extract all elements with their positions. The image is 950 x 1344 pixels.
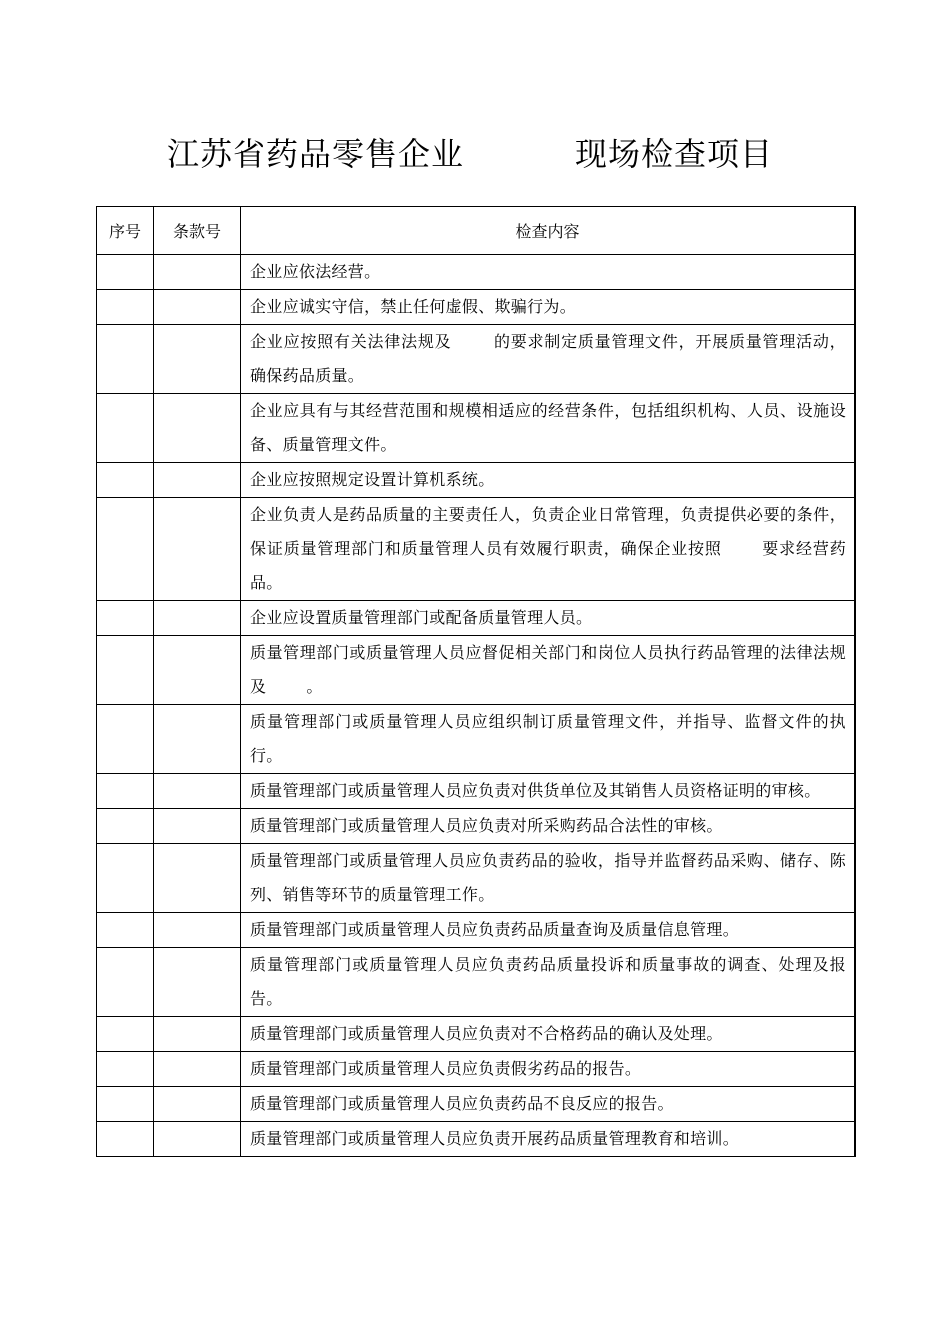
cell-clause (154, 1017, 241, 1052)
cell-seq (97, 1122, 154, 1157)
table-row (97, 1087, 856, 1122)
cell-clause (154, 290, 241, 325)
inspection-table (96, 206, 856, 1157)
cell-seq (97, 394, 154, 463)
cell-content: 质量管理部门或质量管理人员应组织制订质量管理文件，并指导、监督文件的执行。 (241, 705, 856, 774)
cell-content: 质量管理部门或质量管理人员应负责药品质量查询及质量信息管理。 (241, 913, 856, 948)
cell-clause (154, 601, 241, 636)
cell-seq (97, 1052, 154, 1087)
cell-clause (154, 394, 241, 463)
header-content: 检查内容 (241, 207, 856, 255)
cell-content-part-a: 质量管理部门或质量管理人员应督促相关部门和岗位人员执行药品管理的法律法规及 (250, 643, 846, 696)
cell-content-part-a: 企业应按照有关法律法规及 (250, 332, 452, 351)
cell-clause (154, 463, 241, 498)
table-row (97, 394, 856, 463)
title-part-2: 现场检查项目 (575, 135, 774, 173)
cell-content: 质量管理部门或质量管理人员应负责假劣药品的报告。 (241, 1052, 856, 1087)
cell-content: 质量管理部门或质量管理人员应负责药品质量投诉和质量事故的调查、处理及报告。 (241, 948, 856, 1017)
cell-content (241, 636, 856, 705)
cell-clause (154, 498, 241, 601)
cell-content: 企业应设置质量管理部门或配备质量管理人员。 (241, 601, 856, 636)
cell-seq (97, 705, 154, 774)
cell-seq (97, 948, 154, 1017)
cell-content (241, 325, 856, 394)
cell-seq (97, 774, 154, 809)
cell-content (241, 498, 856, 601)
cell-clause (154, 705, 241, 774)
cell-seq (97, 255, 154, 290)
cell-clause (154, 774, 241, 809)
cell-seq (97, 809, 154, 844)
table-row (97, 809, 856, 844)
cell-content: 企业应诚实守信，禁止任何虚假、欺骗行为。 (241, 290, 856, 325)
header-clause: 条款号 (154, 207, 241, 255)
table-row (97, 948, 856, 1017)
cell-content-part-b: 的要求制定质量管理文件，开展质量管理活动，确保药品质量。 (250, 332, 846, 385)
cell-clause (154, 636, 241, 705)
cell-seq (97, 913, 154, 948)
table-row (97, 705, 856, 774)
cell-content-part-b: 要求经营药品。 (250, 539, 846, 592)
cell-clause (154, 255, 241, 290)
cell-seq (97, 1017, 154, 1052)
cell-clause (154, 325, 241, 394)
table-row (97, 1122, 856, 1157)
cell-seq (97, 463, 154, 498)
cell-clause (154, 844, 241, 913)
table-row (97, 463, 856, 498)
cell-content: 质量管理部门或质量管理人员应负责药品的验收，指导并监督药品采购、储存、陈列、销售等环节的质量管理工作。 (241, 844, 856, 913)
cell-content: 企业应具有与其经营范围和规模相适应的经营条件，包括组织机构、人员、设施设备、质量管理文件。 (241, 394, 856, 463)
cell-content: 企业应依法经营。 (241, 255, 856, 290)
cell-content-part-b: 。 (306, 677, 323, 696)
cell-seq (97, 1087, 154, 1122)
table-row (97, 636, 856, 705)
table-row (97, 1052, 856, 1087)
table-row (97, 844, 856, 913)
cell-seq (97, 601, 154, 636)
cell-seq (97, 498, 154, 601)
title-part-1: 江苏省药品零售企业 (167, 135, 465, 173)
cell-clause (154, 1087, 241, 1122)
table-row (97, 601, 856, 636)
cell-clause (154, 809, 241, 844)
table-row (97, 774, 856, 809)
table-row (97, 913, 856, 948)
cell-content: 质量管理部门或质量管理人员应负责开展药品质量管理教育和培训。 (241, 1122, 856, 1157)
cell-seq (97, 325, 154, 394)
table-header-row (97, 207, 856, 255)
table-row (97, 498, 856, 601)
table-row (97, 255, 856, 290)
header-seq: 序号 (97, 207, 154, 255)
cell-seq (97, 636, 154, 705)
cell-content: 质量管理部门或质量管理人员应负责对不合格药品的确认及处理。 (241, 1017, 856, 1052)
cell-clause (154, 948, 241, 1017)
cell-content-part-a: 企业负责人是药品质量的主要责任人，负责企业日常管理，负责提供必要的条件，保证质量管理部门和质量管理人员有效履行职责，确保企业按照 (250, 505, 846, 558)
cell-seq (97, 290, 154, 325)
cell-content: 企业应按照规定设置计算机系统。 (241, 463, 856, 498)
cell-seq (97, 844, 154, 913)
cell-content: 质量管理部门或质量管理人员应负责对供货单位及其销售人员资格证明的审核。 (241, 774, 856, 809)
table-row (97, 325, 856, 394)
cell-clause (154, 1052, 241, 1087)
table-row (97, 1017, 856, 1052)
cell-clause (154, 913, 241, 948)
cell-clause (154, 1122, 241, 1157)
cell-content: 质量管理部门或质量管理人员应负责药品不良反应的报告。 (241, 1087, 856, 1122)
cell-content: 质量管理部门或质量管理人员应负责对所采购药品合法性的审核。 (241, 809, 856, 844)
table-row (97, 290, 856, 325)
page-title (0, 132, 950, 176)
